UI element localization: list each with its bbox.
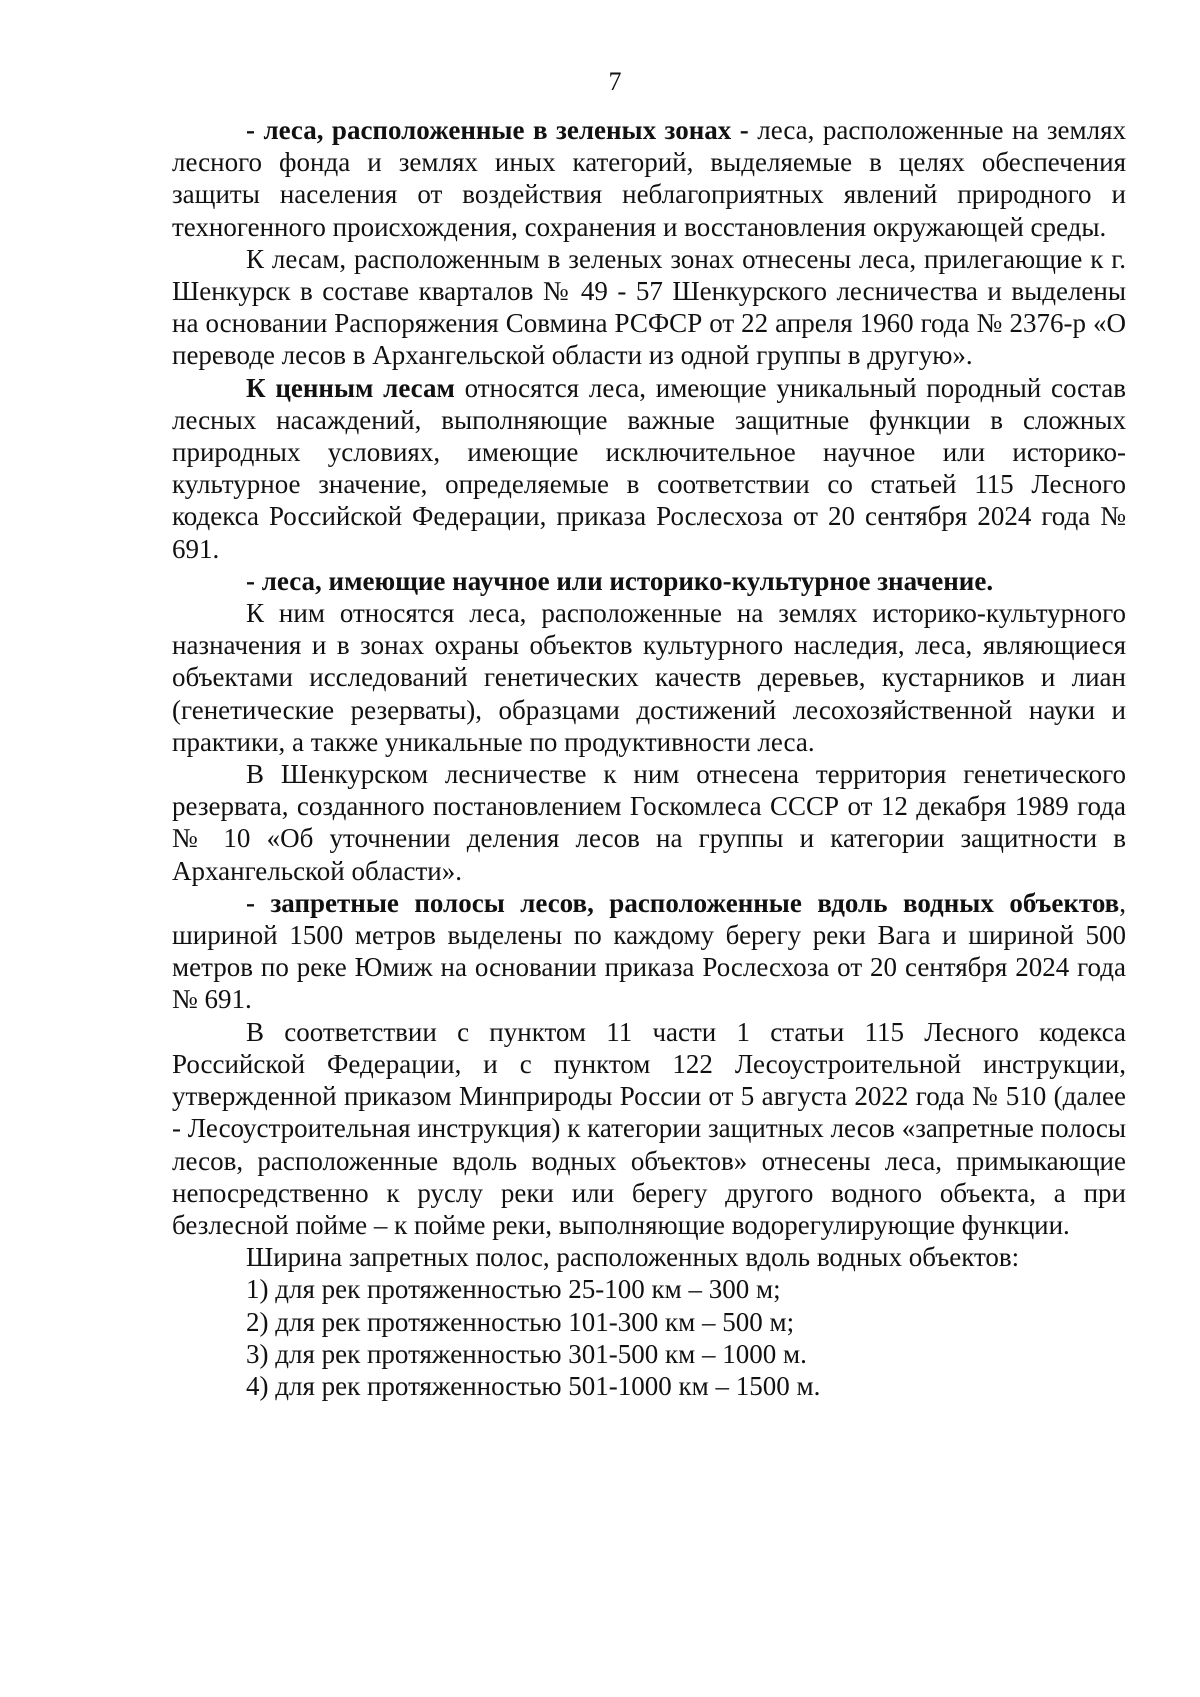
paragraph-text: В Шенкурском лесничестве к ним отнесена территория генетического резервата, созданного постановлением Госкомлеса СССР от 12 декабря 1989 года № 10 «Об уточнении деления лесов на группы и категории защитности в Архангельской области». <box>172 759 1126 886</box>
paragraph-text: относятся леса, имеющие уникальный породный состав лесных насаждений, выполняющие важные защитные функции в сложных природных условиях, имеющие исключительное научное или историко-культурное значение, определяемые в соответствии со статьей 115 Лесного кодекса Российской Федерации, приказа Рослесхоза от 20 сентября 2024 года № 691. <box>172 372 1126 564</box>
document-body <box>172 114 1126 1402</box>
page-number: 7 <box>608 67 622 96</box>
paragraph-green-zones <box>172 114 1126 243</box>
paragraph-lead: - леса, расположенные в зеленых зонах - <box>246 115 749 145</box>
paragraph-forest-code <box>172 1016 1126 1241</box>
heading-scientific-forests <box>172 565 1126 597</box>
paragraph-strip-width <box>172 1241 1126 1273</box>
paragraph-lead: - запретные полосы лесов, расположенные вдоль водных объектов <box>246 887 1120 918</box>
paragraph-green-zones-detail <box>172 243 1126 372</box>
paragraph-protective-strips <box>172 887 1126 1016</box>
list-item: 3) для рек протяженностью 301-500 км – 1000 м. <box>246 1338 807 1369</box>
paragraph-valuable-forests <box>172 372 1126 565</box>
paragraph-text: К ним относятся леса, расположенные на землях историко-культурного назначения и в зонах охраны объектов культурного наследия, леса, являющиеся объектами исследований генетических качеств деревьев, кустарников и лиан (генетические резерваты), образцами достижений лесохозяйственной науки и практики, а также уникальные по продуктивности леса. <box>172 598 1126 757</box>
list-item: 1) для рек протяженностью 25-100 км – 300 м; <box>246 1274 781 1305</box>
paragraph-text: леса, расположенные на землях лесного фонда и землях иных категорий, выделяемые в целях обеспечения защиты населения от воздействия неблагоприятных явлений природного и техногенного происхождения, сохранения и восстановления окружающей среды. <box>172 115 1127 242</box>
paragraph-text: В соответствии с пунктом 11 части 1 статьи 115 Лесного кодекса Российской Федерации, и с пунктом 122 Лесоустроительной инструкции, утвержденной приказом Минприроды России от 5 августа 2022 года № 510 (далее - Лесоустроительная инструкция) к категории защитных лесов «запретные полосы лесов, расположенные вдоль водных объектов» отнесены леса, примыкающие непосредственно к руслу реки или берегу другого водного объекта, а при безлесной пойме – к пойме реки, выполняющие водорегулирующие функции. <box>172 1016 1126 1240</box>
list-item: 2) для рек протяженностью 101-300 км – 500 м; <box>246 1306 795 1337</box>
paragraph-genetic-reserve <box>172 758 1126 887</box>
paragraph-text: , шириной 1500 метров выделены по каждому берегу реки Вага и шириной 500 метров по реке Юмиж на основании приказа Рослесхоза от 20 сентября 2024 года № 691. <box>172 887 1126 1015</box>
paragraph-scientific-forests <box>172 597 1126 758</box>
paragraph-text: Ширина запретных полос, расположенных вдоль водных объектов: <box>246 1242 1020 1273</box>
paragraph-lead: - леса, имеющие научное или историко-культурное значение. <box>246 565 994 596</box>
paragraph-text: К лесам, расположенным в зеленых зонах отнесены леса, прилегающие к г. Шенкурск в составе кварталов № 49 - 57 Шенкурского лесничества и выделены на основании Распоряжения Совмина РСФСР от 22 апреля 1960 года № 2376-р «О переводе лесов в Архангельской области из одной группы в другую». <box>172 243 1126 371</box>
paragraph-lead: К ценным лесам <box>246 372 455 403</box>
list-item: 4) для рек протяженностью 501-1000 км – 1500 м. <box>246 1370 821 1401</box>
